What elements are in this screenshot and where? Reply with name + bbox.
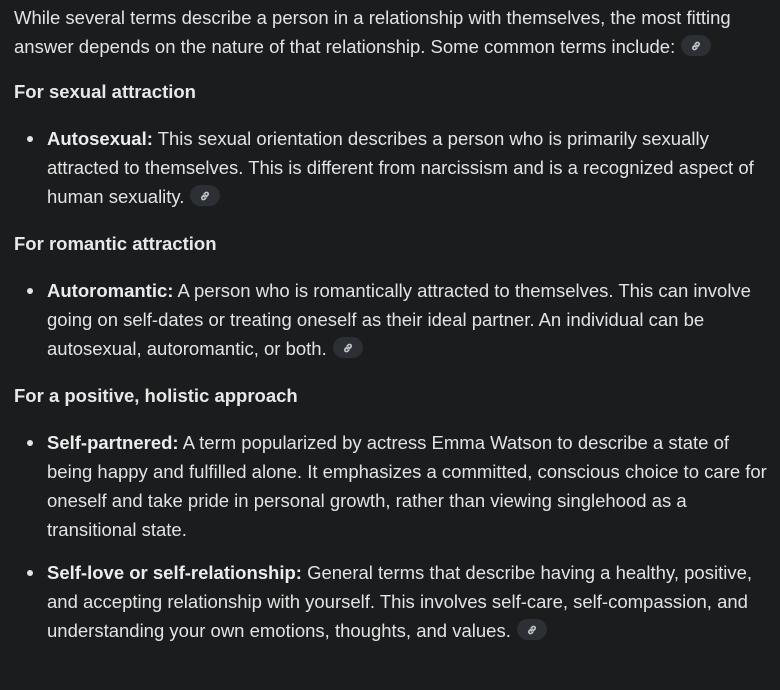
list-item xyxy=(47,558,770,645)
citation-chip-intro[interactable] xyxy=(681,35,711,56)
term-label: Autoromantic: xyxy=(47,280,174,301)
term-description: A person who is romantically attracted to themselves. This can involve going on self-dates or treating oneself as their ideal partner. An individual can be autosexual, autoromantic, or both. xyxy=(47,280,751,359)
list-item xyxy=(47,428,770,544)
section-heading-romantic: For romantic attraction xyxy=(14,233,217,254)
link-icon xyxy=(342,342,354,354)
bullet-dot xyxy=(27,440,33,446)
citation-chip[interactable] xyxy=(333,337,363,358)
section-heading-sexual: For sexual attraction xyxy=(14,81,196,102)
bullet-dot xyxy=(27,136,33,142)
term-description: This sexual orientation describes a person who is primarily sexually attracted to themselves. This is different from narcissism and is a recognized aspect of human sexuality. xyxy=(47,128,754,207)
list-item xyxy=(47,276,770,363)
bullet-dot xyxy=(27,288,33,294)
list-item xyxy=(47,124,770,211)
link-icon xyxy=(690,40,702,52)
section-list-holistic xyxy=(14,428,770,645)
section-list-sexual xyxy=(14,124,770,211)
term-label: Self-love or self-relationship: xyxy=(47,562,302,583)
citation-chip[interactable] xyxy=(190,185,220,206)
intro-paragraph xyxy=(14,3,770,61)
term-description: A term popularized by actress Emma Watson to describe a state of being happy and fulfilled alone. It emphasizes a committed, conscious choice to care for oneself and take pride in personal growth, rather than viewing singlehood as a transitional state. xyxy=(47,432,767,540)
citation-chip[interactable] xyxy=(517,619,547,640)
term-label: Self-partnered: xyxy=(47,432,179,453)
section-list-romantic xyxy=(14,276,770,363)
term-label: Autosexual: xyxy=(47,128,153,149)
bullet-dot xyxy=(27,570,33,576)
section-heading-holistic: For a positive, holistic approach xyxy=(14,385,298,406)
link-icon xyxy=(526,624,538,636)
term-description: General terms that describe having a healthy, positive, and accepting relationship with yourself. This involves self-care, self-compassion, and understanding your own emotions, thoughts, and values. xyxy=(47,562,752,641)
intro-text: While several terms describe a person in a relationship with themselves, the most fitting answer depends on the nature of that relationship. Some common terms include: xyxy=(14,7,731,57)
link-icon xyxy=(199,190,211,202)
